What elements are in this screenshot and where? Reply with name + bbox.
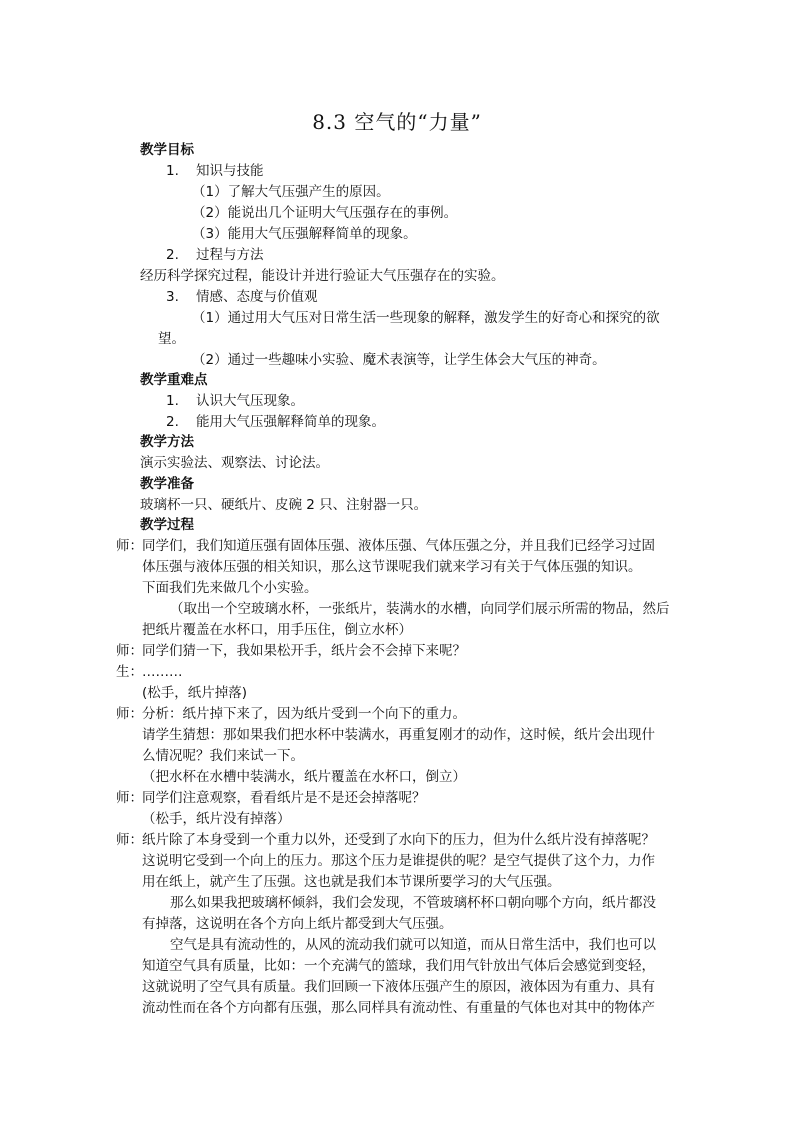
goal-3-subitem-a-line1: （1）通过用大气压对日常生活一些现象的解释，激发学生的好奇心和探究的欲 — [192, 310, 660, 326]
speaker-label: 师： — [116, 790, 143, 806]
process-text-line: 么情况呢？我们来试一下。 — [142, 748, 304, 764]
goal-1-subitem-a: （1）了解大气压强产生的原因。 — [192, 184, 390, 200]
process-text-line: (松手，纸片掉落) — [142, 685, 248, 701]
process-text-line: 体压强与液体压强的相关知识，那么这节课呢我们就来学习有关于气体压强的知识。 — [142, 559, 642, 575]
key-point-number-2: 2. — [166, 414, 179, 430]
process-text-line: 流动性而在各个方向都有压强，那么同样具有流动性、有重量的气体也对其中的物体产 — [142, 1000, 655, 1016]
process-text-line: 有掉落，这说明在各个方向上纸片都受到大气压强。 — [142, 916, 453, 932]
section-heading-key-points: 教学重难点 — [140, 372, 208, 388]
goal-3-subitem-b: （2）通过一些趣味小实验、魔术表演等，让学生体会大气压的神奇。 — [192, 352, 606, 368]
process-text-line: （把水杯在水槽中装满水，纸片覆盖在水杯口，倒立） — [142, 769, 466, 785]
key-point-number-1: 1. — [166, 393, 179, 409]
process-text-line: 同学们注意观察，看看纸片是不是还会掉落呢？ — [142, 790, 426, 806]
key-point-text-1: 认识大气压现象。 — [196, 393, 304, 409]
process-text-line: 这就说明了空气具有质量。我们回顾一下液体压强产生的原因，液体因为有重力、具有 — [142, 979, 655, 995]
process-text-line: 空气是具有流动性的，从风的流动我们就可以知道，而从日常生活中，我们也可以 — [170, 937, 656, 953]
goal-number-3: 3. — [166, 289, 179, 305]
key-point-1 — [166, 391, 304, 411]
goal-1-subitem-c: （3）能用大气压强解释简单的现象。 — [192, 226, 417, 242]
goal-item-3 — [166, 287, 318, 307]
goal-number-2: 2. — [166, 247, 179, 263]
section-heading-goals: 教学目标 — [140, 142, 194, 158]
process-text-line: （取出一个空玻璃水杯，一张纸片，装满水的水槽，向同学们展示所需的物品，然后 — [170, 601, 670, 617]
goal-3-subitem-a-line2: 望。 — [158, 331, 185, 347]
process-text-line: 知道空气具有质量，比如：一个充满气的篮球，我们用气针放出气体后会感觉到变轻， — [142, 958, 655, 974]
key-point-2 — [166, 412, 385, 432]
process-text-line: 同学们猜一下，我如果松开手，纸片会不会掉下来呢？ — [142, 643, 466, 659]
process-text-line: 纸片除了本身受到一个重力以外，还受到了水向下的压力，但为什么纸片没有掉落呢？ — [142, 832, 655, 848]
goal-item-2 — [166, 245, 264, 265]
speaker-label: 师： — [116, 643, 143, 659]
document-title: 8.3 空气的“力量” — [312, 110, 482, 134]
methods-text: 演示实验法、观察法、讨论法。 — [140, 455, 329, 471]
section-heading-prep: 教学准备 — [140, 476, 194, 492]
process-text-line: 用在纸上，就产生了压强。这也就是我们本节课所要学习的大气压强。 — [142, 874, 561, 890]
goal-1-subitem-b: （2）能说出几个证明大气压强存在的事例。 — [192, 205, 458, 221]
speaker-label: 师： — [116, 538, 143, 554]
goal-item-1 — [166, 161, 264, 181]
process-text-line: 那么如果我把玻璃杯倾斜，我们会发现，不管玻璃杯杯口朝向哪个方向，纸片都没 — [170, 895, 656, 911]
process-text-line: 把纸片覆盖在水杯口，用手压住，倒立水杯） — [142, 622, 412, 638]
prep-text: 玻璃杯一只、硬纸片、皮碗 2 只、注射器一只。 — [140, 497, 428, 513]
process-text-line: 这说明它受到一个向上的压力。那这个压力是谁提供的呢？是空气提供了这个力，力作 — [142, 853, 655, 869]
goal-label-2: 过程与方法 — [196, 247, 264, 263]
goal-2-text: 经历科学探究过程，能设计并进行验证大气压强存在的实验。 — [140, 268, 505, 284]
process-text-line: 分析：纸片掉下来了，因为纸片受到一个向下的重力。 — [142, 706, 466, 722]
section-heading-process: 教学过程 — [140, 517, 194, 533]
process-text-line: （松手，纸片没有掉落） — [142, 811, 291, 827]
process-text-line: 请学生猜想：那如果我们把水杯中装满水，再重复刚才的动作，这时候，纸片会出现什 — [142, 727, 655, 743]
speaker-label: 生： — [116, 664, 143, 680]
process-text-line: ……… — [142, 664, 183, 680]
key-point-text-2: 能用大气压强解释简单的现象。 — [196, 414, 385, 430]
process-text-line: 下面我们先来做几个小实验。 — [142, 580, 318, 596]
goal-number-1: 1. — [166, 163, 179, 179]
goal-label-3: 情感、态度与价值观 — [196, 289, 318, 305]
process-text-line: 同学们，我们知道压强有固体压强、液体压强、气体压强之分，并且我们已经学习过固 — [142, 538, 655, 554]
speaker-label: 师： — [116, 706, 143, 722]
speaker-label: 师： — [116, 832, 143, 848]
section-heading-methods: 教学方法 — [140, 434, 194, 450]
goal-label-1: 知识与技能 — [196, 163, 264, 179]
